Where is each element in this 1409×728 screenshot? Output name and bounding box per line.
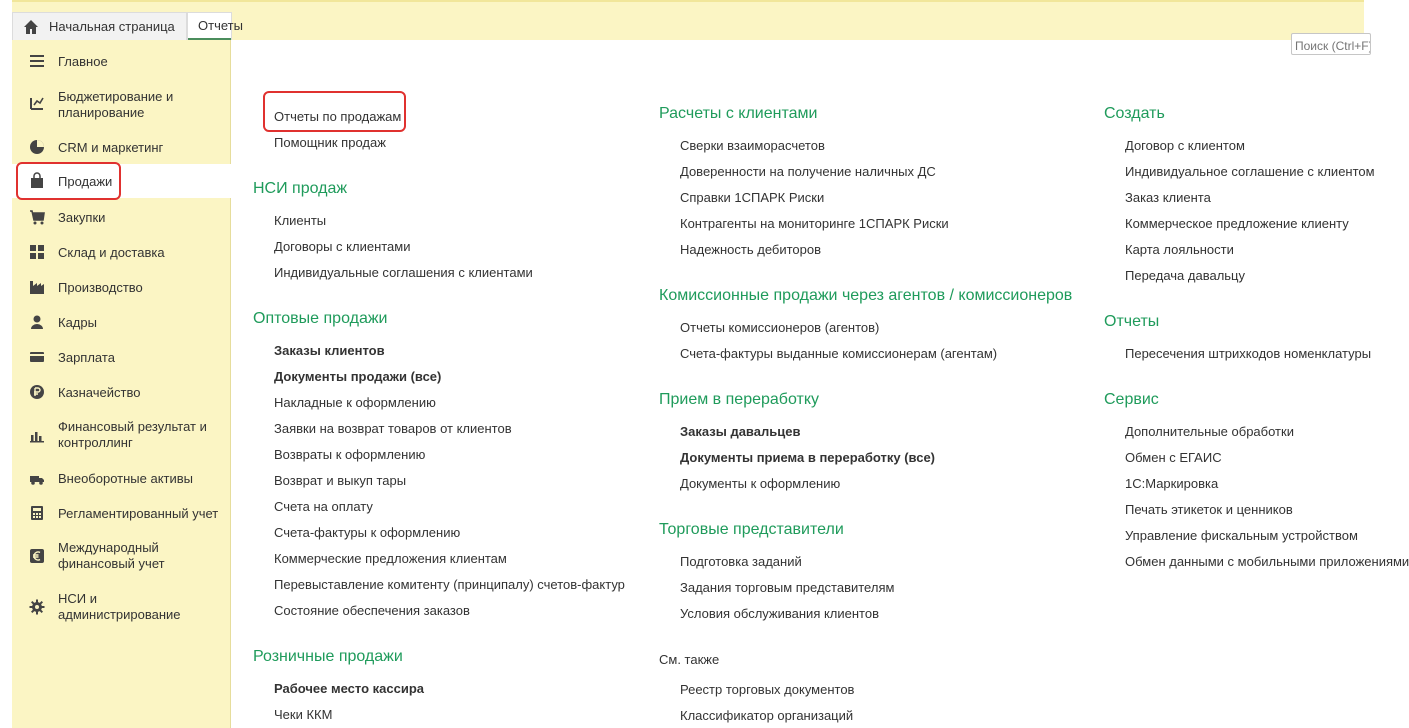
sidebar-item-warehouse[interactable] xyxy=(12,243,231,261)
section-title-wholesale: Оптовые продажи xyxy=(253,310,388,327)
link-return-requests[interactable]: Заявки на возврат товаров от клиентов xyxy=(274,421,512,436)
link-kkm-receipts[interactable]: Чеки ККМ xyxy=(274,707,333,722)
sidebar-item-label: Главное xyxy=(58,54,108,69)
link-client-orders[interactable]: Заказы клиентов xyxy=(274,343,385,358)
link-individual-agreements[interactable]: Индивидуальные соглашения с клиентами xyxy=(274,265,533,280)
link-create-individual-agreement[interactable]: Индивидуальное соглашение с клиентом xyxy=(1125,164,1375,179)
pie-chart-icon xyxy=(29,139,45,155)
link-reconciliations[interactable]: Сверки взаиморасчетов xyxy=(680,138,825,153)
sidebar-item-label: Продажи xyxy=(58,174,113,189)
ruble-coin-icon xyxy=(29,384,45,400)
link-create-client-order[interactable]: Заказ клиента xyxy=(1125,190,1211,205)
cart-icon xyxy=(29,209,45,225)
link-cashier-workplace[interactable]: Рабочее место кассира xyxy=(274,681,425,696)
sidebar-item-fixed-assets[interactable] xyxy=(12,469,231,487)
tab-reports-label: Отчеты xyxy=(198,18,243,33)
sales-highlight-box xyxy=(16,162,121,200)
sidebar-item-hr[interactable] xyxy=(12,313,231,331)
tab-reports[interactable] xyxy=(187,12,243,40)
link-additional-processing[interactable]: Дополнительные обработки xyxy=(1125,424,1294,439)
link-spark-monitoring[interactable]: Контрагенты на мониторинге 1СПАРК Риски xyxy=(680,216,949,231)
link-returns-to-process[interactable]: Возвраты к оформлению xyxy=(274,447,426,462)
link-service-conditions[interactable]: Условия обслуживания клиентов xyxy=(680,606,880,621)
sidebar-item-crm[interactable] xyxy=(12,138,231,156)
sidebar-item-label: Казначейство xyxy=(58,385,141,400)
sidebar-item-label: Склад и доставка xyxy=(58,245,165,260)
section-title-reports: Отчеты xyxy=(1104,313,1160,330)
tab-home-label: Начальная страница xyxy=(49,19,175,34)
sidebar-item-label: Внеоборотные активы xyxy=(58,471,194,486)
link-docs-to-process[interactable]: Документы к оформлению xyxy=(680,476,841,491)
link-print-labels[interactable]: Печать этикеток и ценников xyxy=(1125,502,1293,517)
link-sales-assistant[interactable]: Помощник продаж xyxy=(274,135,386,150)
link-invoices-to-process[interactable]: Накладные к оформлению xyxy=(274,395,436,410)
sidebar-item-label: Финансовый результат и контроллинг xyxy=(58,419,207,450)
factory-icon xyxy=(29,279,45,295)
link-reinvoicing-principal[interactable]: Перевыставление комитенту (принципалу) счетов-фактур xyxy=(274,577,625,592)
link-sales-documents-all[interactable]: Документы продажи (все) xyxy=(274,369,442,384)
link-tolling-orders[interactable]: Заказы давальцев xyxy=(680,424,801,439)
sidebar-item-label: Международный финансовый учет xyxy=(58,540,165,571)
link-organizations-classifier[interactable]: Классификатор организаций xyxy=(680,708,854,723)
link-task-preparation[interactable]: Подготовка заданий xyxy=(680,554,802,569)
link-mobile-data-exchange[interactable]: Обмен данными с мобильными приложениями xyxy=(1125,554,1409,569)
calculator-icon xyxy=(29,505,45,521)
sidebar-item-label: Кадры xyxy=(58,315,97,330)
link-commissioner-reports[interactable]: Отчеты комиссионеров (агентов) xyxy=(680,320,880,335)
sidebar-item-budgeting[interactable] xyxy=(12,88,231,122)
sidebar-item-regulated-accounting[interactable] xyxy=(12,504,231,522)
section-title-commission-sales: Комиссионные продажи через агентов / комиссионеров xyxy=(659,287,1073,304)
link-order-supply-status[interactable]: Состояние обеспечения заказов xyxy=(274,603,470,618)
section-title-processing-intake: Прием в переработку xyxy=(659,391,819,408)
sidebar-item-treasury[interactable] xyxy=(12,383,231,401)
section-title-retail: Розничные продажи xyxy=(253,648,403,665)
link-trade-documents-register[interactable]: Реестр торговых документов xyxy=(680,682,855,697)
sidebar-item-purchases[interactable] xyxy=(12,208,231,226)
section-title-client-settlements: Расчеты с клиентами xyxy=(659,105,818,122)
sidebar xyxy=(12,40,231,728)
sidebar-item-label: Закупки xyxy=(58,210,106,225)
link-payment-invoices[interactable]: Счета на оплату xyxy=(274,499,373,514)
sidebar-item-production[interactable] xyxy=(12,278,231,296)
sidebar-item-label: Производство xyxy=(58,280,143,295)
sidebar-item-label: Регламентированный учет xyxy=(58,506,219,521)
link-container-return[interactable]: Возврат и выкуп тары xyxy=(274,473,407,488)
section-title-sales-reps: Торговые представители xyxy=(659,521,844,538)
sidebar-item-admin[interactable] xyxy=(12,590,231,624)
sidebar-item-label: НСИ и администрирование xyxy=(58,591,181,622)
link-create-loyalty-card[interactable]: Карта лояльности xyxy=(1125,242,1234,257)
link-barcode-intersections[interactable]: Пересечения штрихкодов номенклатуры xyxy=(1125,346,1372,361)
link-sales-reports[interactable]: Отчеты по продажам xyxy=(274,109,402,124)
warehouse-grid-icon xyxy=(29,244,45,260)
euro-icon xyxy=(29,548,45,564)
person-icon xyxy=(29,314,45,330)
link-tax-invoices-to-process[interactable]: Счета-фактуры к оформлению xyxy=(274,525,461,540)
link-sales-rep-tasks[interactable]: Задания торговым представителям xyxy=(680,580,895,595)
link-client-contracts[interactable]: Договоры с клиентами xyxy=(274,239,411,254)
bar-chart-icon xyxy=(29,427,45,443)
link-create-contract[interactable]: Договор с клиентом xyxy=(1125,138,1245,153)
sidebar-item-financial-result[interactable] xyxy=(12,418,231,452)
link-create-tolling-transfer[interactable]: Передача давальцу xyxy=(1125,268,1246,283)
link-fiscal-device[interactable]: Управление фискальным устройством xyxy=(1125,528,1358,543)
see-also-title: См. также xyxy=(659,652,720,667)
sidebar-item-salary[interactable] xyxy=(12,348,231,366)
home-icon xyxy=(23,19,39,35)
link-create-commercial-offer[interactable]: Коммерческое предложение клиенту xyxy=(1125,216,1349,231)
sidebar-item-international-accounting[interactable] xyxy=(12,539,231,573)
top-bar-line xyxy=(12,0,1364,2)
link-cash-powers-of-attorney[interactable]: Доверенности на получение наличных ДС xyxy=(680,164,936,179)
sidebar-item-label: CRM и маркетинг xyxy=(58,140,164,155)
link-commercial-offers[interactable]: Коммерческие предложения клиентам xyxy=(274,551,507,566)
link-egais-exchange[interactable]: Обмен с ЕГАИС xyxy=(1125,450,1222,465)
section-title-nsi-sales: НСИ продаж xyxy=(253,180,348,197)
menu-icon xyxy=(29,53,45,69)
link-debtor-reliability[interactable]: Надежность дебиторов xyxy=(680,242,822,257)
search-input[interactable] xyxy=(1291,33,1371,55)
link-spark-risks-reports[interactable]: Справки 1СПАРК Риски xyxy=(680,190,825,205)
section-title-service: Сервис xyxy=(1104,391,1159,408)
budget-icon xyxy=(29,95,45,111)
link-1c-marking[interactable]: 1С:Маркировка xyxy=(1125,476,1219,491)
link-clients[interactable]: Клиенты xyxy=(274,213,327,228)
card-icon xyxy=(29,349,45,365)
link-commissioner-invoices[interactable]: Счета-фактуры выданные комиссионерам (агентам) xyxy=(680,346,998,361)
link-processing-intake-docs-all[interactable]: Документы приема в переработку (все) xyxy=(680,450,936,465)
gear-icon xyxy=(29,599,45,615)
truck-icon xyxy=(29,470,45,486)
sidebar-item-label: Бюджетирование и планирование xyxy=(58,89,174,120)
section-title-create: Создать xyxy=(1104,105,1165,122)
tab-home[interactable] xyxy=(12,12,187,40)
sidebar-item-label: Зарплата xyxy=(58,350,115,365)
